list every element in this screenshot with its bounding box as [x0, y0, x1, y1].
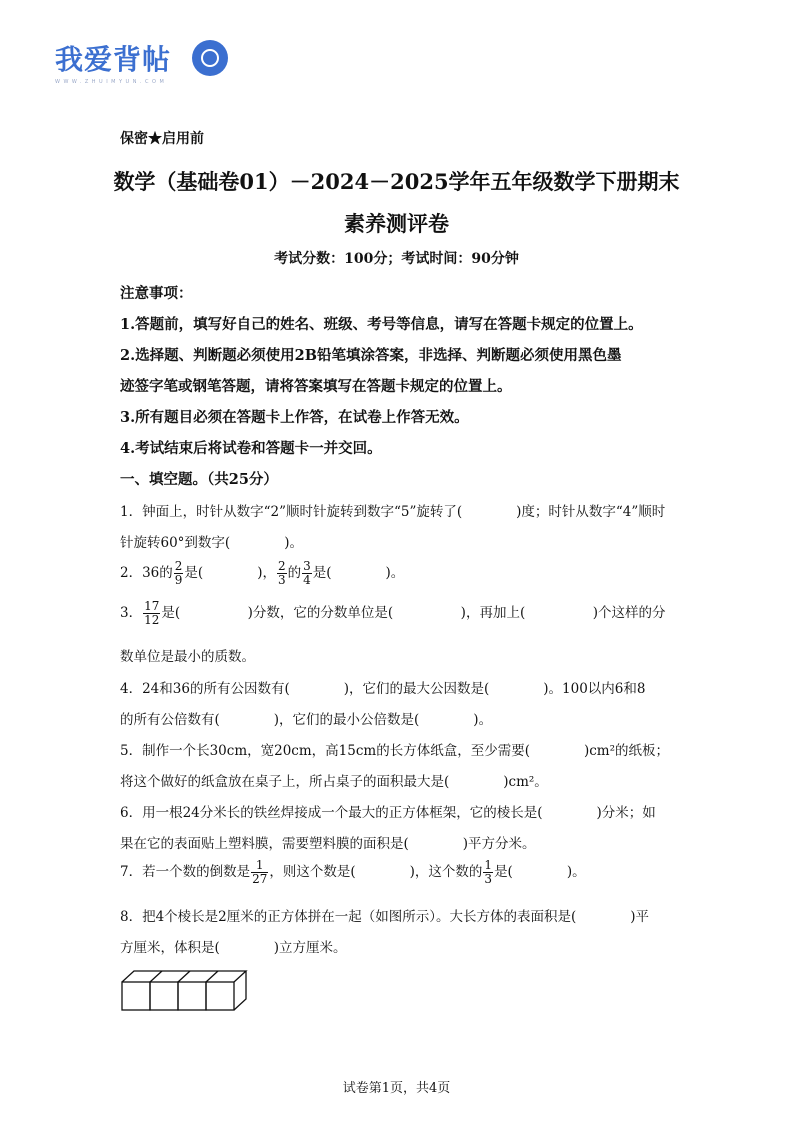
question-7	[120, 859, 586, 886]
notice-item-2: 2.选择题、判断题必须使用2B铅笔填涂答案，非选择、判断题必须使用黑色墨	[120, 347, 622, 364]
site-logo	[55, 38, 171, 85]
question-6-line2: 果在它的表面贴上塑料膜，需要塑料膜的面积是( )平方分米。	[120, 836, 536, 852]
page-title-line2: 素养测评卷	[344, 211, 449, 236]
cube-figure	[120, 968, 260, 1014]
question-5-line2: 将这个做好的纸盒放在桌子上，所占桌子的面积最大是( )cm²。	[120, 774, 548, 790]
question-3-line1	[120, 600, 665, 627]
fraction: $\frac{17}{12}$	[144, 599, 160, 627]
cube-front-2	[150, 982, 178, 1010]
question-1-line1: 1．钟面上，时针从数字“2”顺时针旋转到数字“5”旋转了( )度；时针从数字“4”顺时	[120, 504, 666, 520]
notice-item-4: 4.考试结束后将试卷和答题卡一并交回。	[120, 440, 382, 457]
question-6-line1: 6．用一根24分米长的铁丝焊接成一个最大的正方体框架，它的棱长是( )分米；如	[120, 805, 656, 821]
question-2	[120, 560, 404, 587]
question-5-line1: 5．制作一个长30cm，宽20cm，高15cm的长方体纸盒，至少需要( )cm²的纸板；	[120, 743, 670, 759]
notice-item-3: 3.所有题目必须在答题卡上作答，在试卷上作答无效。	[120, 409, 469, 426]
notice-heading: 注意事项：	[120, 285, 193, 302]
logo-url: WWW.ZHUIMYUN.COM	[55, 79, 168, 85]
page-title-line1: 数学（基础卷01）－2024－2025学年五年级数学下册期末	[113, 169, 680, 194]
q2-text-d: 是( )。	[312, 565, 405, 581]
q7-text-b: ，则这个数是( )，这个数的	[269, 864, 483, 880]
question-8-line1: 8．把4个棱长是2厘米的正方体拼在一起（如图所示）。大长方体的表面积是( )平	[120, 909, 650, 925]
fraction: $\frac{1}{3}$	[484, 858, 493, 886]
fraction: $\frac{1}{27}$	[252, 858, 268, 886]
question-4-line1: 4．24和36的所有公因数有( )，它们的最大公因数是( )。100以内6和8	[120, 681, 646, 697]
logo-text: 我爱背帖	[55, 43, 172, 76]
notice-item-1: 1.答题前，填写好自己的姓名、班级、考号等信息，请写在答题卡规定的位置上。	[120, 316, 643, 333]
notice-item-2-cont: 迹签字笔或钢笔答题，请将答案填写在答题卡规定的位置上。	[120, 378, 512, 395]
question-1-line2: 针旋转60°到数字( )。	[120, 535, 303, 551]
fraction: $\frac{2}{9}$	[174, 559, 183, 587]
fraction: $\frac{2}{3}$	[277, 559, 286, 587]
cube-front-4	[206, 982, 234, 1010]
q3-text-b: 是( )分数，它的分数单位是( )，再加上( )个这样的分	[161, 605, 666, 621]
q2-text-a: 2．36的	[120, 565, 173, 581]
q7-text-a: 7．若一个数的倒数是	[120, 864, 251, 880]
exam-info: 考试分数：100分；考试时间：90分钟	[274, 251, 519, 267]
cube-front-3	[178, 982, 206, 1010]
q2-text-b: 是( )，	[184, 565, 276, 581]
fraction: $\frac{3}{4}$	[303, 559, 311, 587]
logo-badge-icon	[192, 40, 228, 76]
question-3-line2: 数单位是最小的质数。	[120, 649, 255, 665]
q7-text-c: 是( )。	[494, 864, 586, 880]
page-footer: 试卷第1页，共4页	[342, 1081, 451, 1096]
q2-text-c: 的	[287, 565, 302, 581]
question-4-line2: 的所有公倍数有( )，它们的最小公倍数是( )。	[120, 712, 493, 728]
question-8-line2: 方厘米，体积是( )立方厘米。	[120, 940, 347, 956]
section-title: 一、填空题。（共25分）	[120, 471, 278, 488]
q3-text-a: 3．	[120, 605, 143, 621]
secret-label: 保密★启用前	[120, 131, 204, 147]
cube-front-1	[122, 982, 150, 1010]
